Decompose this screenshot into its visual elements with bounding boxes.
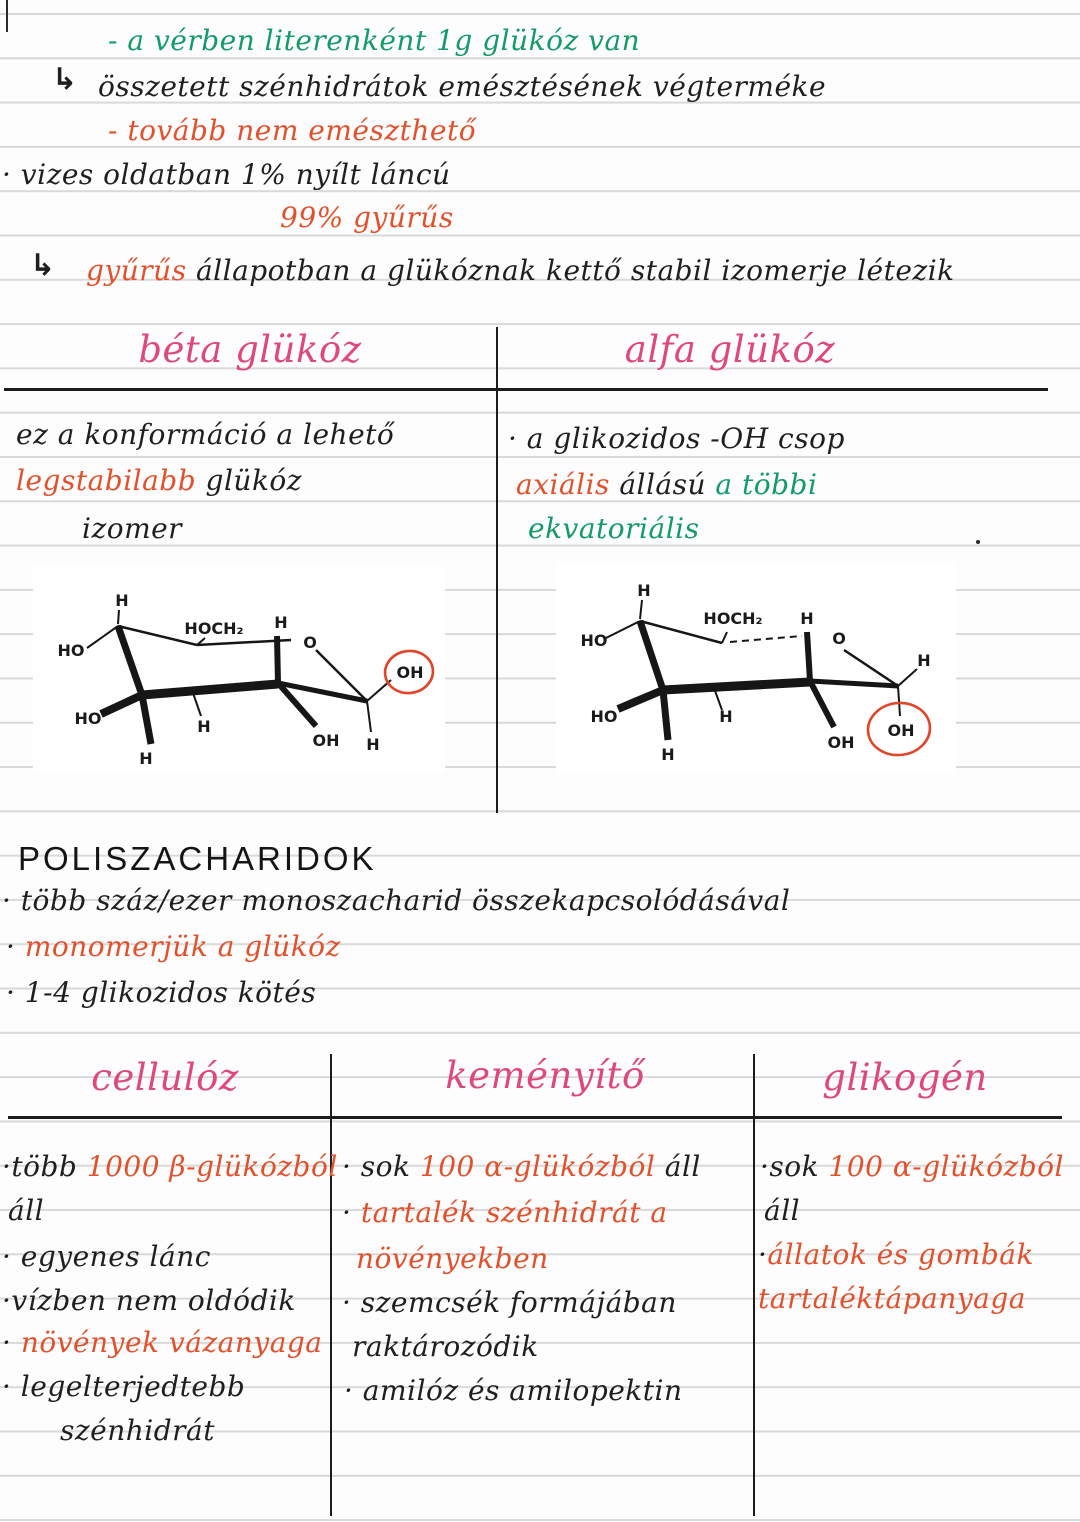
cellulose-note-straight-chain: · egyenes lánc xyxy=(2,1240,211,1273)
glycogen-note-units-a: ·sok xyxy=(760,1150,829,1183)
poly-table-divider-1 xyxy=(330,1054,332,1516)
glycogen-note-animals-text: állatok és gombák xyxy=(767,1238,1034,1271)
glycogen-note-units xyxy=(760,1152,1064,1183)
arrow-icon: ↳ xyxy=(30,248,56,283)
poly-note-hundreds: · több száz/ezer monoszacharid összekapcsolódásával xyxy=(2,884,791,917)
iso-table-header-rule xyxy=(4,388,1048,391)
section-title-polysaccharides: POLISZACHARIDOK xyxy=(18,840,377,877)
poly-note-monomer-text: monomerjük a glükóz xyxy=(24,930,341,963)
poly-table-header-starch: keményítő xyxy=(445,1054,645,1097)
bullet: · xyxy=(6,930,25,963)
atom-label: H xyxy=(800,609,814,628)
starch-note-granules-cont: raktározódik xyxy=(352,1330,539,1363)
atom-label-anomeric-oh: OH xyxy=(887,721,915,740)
atom-label: H xyxy=(115,591,129,610)
note-blood-glucose: - a vérben literenként 1g glükóz van xyxy=(108,24,641,57)
beta-note-stability xyxy=(16,466,302,497)
cellulose-note-units-a: ·több xyxy=(2,1150,87,1183)
atom-label: O xyxy=(832,629,846,648)
starch-note-reserve-cont: növényekben xyxy=(356,1242,549,1275)
atom-label: H xyxy=(366,735,380,754)
cellulose-note-most-common-cont: szénhidrát xyxy=(60,1414,215,1447)
page-edge-mark xyxy=(6,0,8,32)
cellulose-note-most-common: · legelterjedtebb xyxy=(2,1370,246,1403)
beta-note-stability-highlight: legstabilabb xyxy=(16,464,197,497)
starch-note-units-c: áll xyxy=(664,1150,701,1183)
alfa-glucose-structure xyxy=(556,564,956,774)
starch-note-units-a: · sok xyxy=(342,1150,420,1183)
starch-note-granules: · szemcsék formájában xyxy=(342,1286,677,1319)
structure-background xyxy=(33,566,445,772)
bullet: · xyxy=(2,1326,21,1359)
iso-table-divider xyxy=(496,327,498,813)
atom-label: H xyxy=(637,581,651,600)
glycogen-note-units-b: 100 α-glükózból xyxy=(828,1150,1064,1183)
atom-label: H xyxy=(661,745,675,764)
poly-table-header-glycogen: glikogén xyxy=(822,1056,988,1099)
structure-background xyxy=(556,564,956,774)
cellulose-note-units-cont: áll xyxy=(8,1194,45,1227)
alfa-note-axial-rest: a többi xyxy=(706,468,818,501)
cellulose-note-units xyxy=(2,1152,338,1183)
note-not-digestible: - tovább nem emészthető xyxy=(108,114,477,147)
poly-table-header-rule xyxy=(8,1116,1062,1119)
atom-label: HO xyxy=(580,631,608,650)
cellulose-note-insoluble: ·vízben nem oldódik xyxy=(2,1284,296,1317)
poly-note-monomer xyxy=(6,932,341,963)
glycogen-note-animals-cont: tartaléktápanyaga xyxy=(758,1282,1026,1315)
atom-label-anomeric-oh: OH xyxy=(396,663,424,682)
poly-table-header-cellulose: cellulóz xyxy=(91,1056,239,1099)
arrow-icon: ↳ xyxy=(52,62,78,97)
alfa-note-axial-highlight: axiális xyxy=(516,468,610,501)
starch-note-units-b: 100 α-glükózból xyxy=(419,1150,665,1183)
poly-note-bond: · 1-4 glikozidos kötés xyxy=(6,976,317,1009)
iso-table-header-alfa: alfa glükóz xyxy=(624,328,836,371)
bullet: · xyxy=(342,1196,361,1229)
starch-note-reserve xyxy=(342,1198,668,1229)
atom-label: HO xyxy=(57,641,85,660)
stray-ink-dot xyxy=(976,540,980,544)
starch-note-units xyxy=(342,1152,701,1183)
atom-label: O xyxy=(303,633,317,652)
glycogen-note-animals xyxy=(758,1240,1034,1271)
cellulose-note-plant-skeleton-text: növények vázanyaga xyxy=(20,1326,323,1359)
atom-label: H xyxy=(719,707,733,726)
starch-note-amylose: · amilóz és amilopektin xyxy=(344,1374,683,1407)
starch-note-reserve-text: tartalék szénhidrát a xyxy=(360,1196,668,1229)
beta-note-conformation: ez a konformáció a lehető xyxy=(16,418,395,451)
atom-label: H xyxy=(197,717,211,736)
note-ring-isomers xyxy=(86,256,955,287)
atom-label: OH xyxy=(827,733,855,752)
atom-label: HO xyxy=(590,707,618,726)
note-open-chain: · vizes oldatban 1% nyílt láncú xyxy=(2,158,451,191)
beta-note-isomer: izomer xyxy=(82,512,183,545)
note-ring-isomers-highlight: gyűrűs xyxy=(86,254,187,287)
atom-label: HOCH₂ xyxy=(703,609,763,628)
iso-table-header-beta: béta glükóz xyxy=(138,328,362,371)
atom-label: OH xyxy=(312,731,340,750)
note-complex-carbs: összetett szénhidrátok emésztésének végterméke xyxy=(98,70,827,103)
beta-note-stability-rest: glükóz xyxy=(196,464,303,497)
atom-label: H xyxy=(917,651,931,670)
alfa-note-equatorial: ekvatoriális xyxy=(528,512,700,545)
bullet: · xyxy=(758,1238,768,1271)
alfa-note-glycosidic: · a glikozidos -OH csop xyxy=(508,422,845,455)
glycogen-note-units-cont: áll xyxy=(764,1194,801,1227)
atom-label: H xyxy=(274,613,288,632)
alfa-note-axial xyxy=(516,470,817,501)
atom-label: HO xyxy=(74,709,102,728)
note-ring-isomers-rest: állapotban a glükóznak kettő stabil izomerje létezik xyxy=(186,254,955,287)
beta-glucose-structure xyxy=(33,566,445,772)
atom-label: HOCH₂ xyxy=(184,619,244,638)
poly-table-divider-2 xyxy=(753,1054,755,1516)
atom-label: H xyxy=(139,749,153,768)
note-ring-percent: 99% gyűrűs xyxy=(280,201,454,234)
cellulose-note-plant-skeleton xyxy=(2,1328,323,1359)
alfa-note-axial-mid: állású xyxy=(609,468,707,501)
cellulose-note-units-b: 1000 β-glükózból xyxy=(86,1150,338,1183)
